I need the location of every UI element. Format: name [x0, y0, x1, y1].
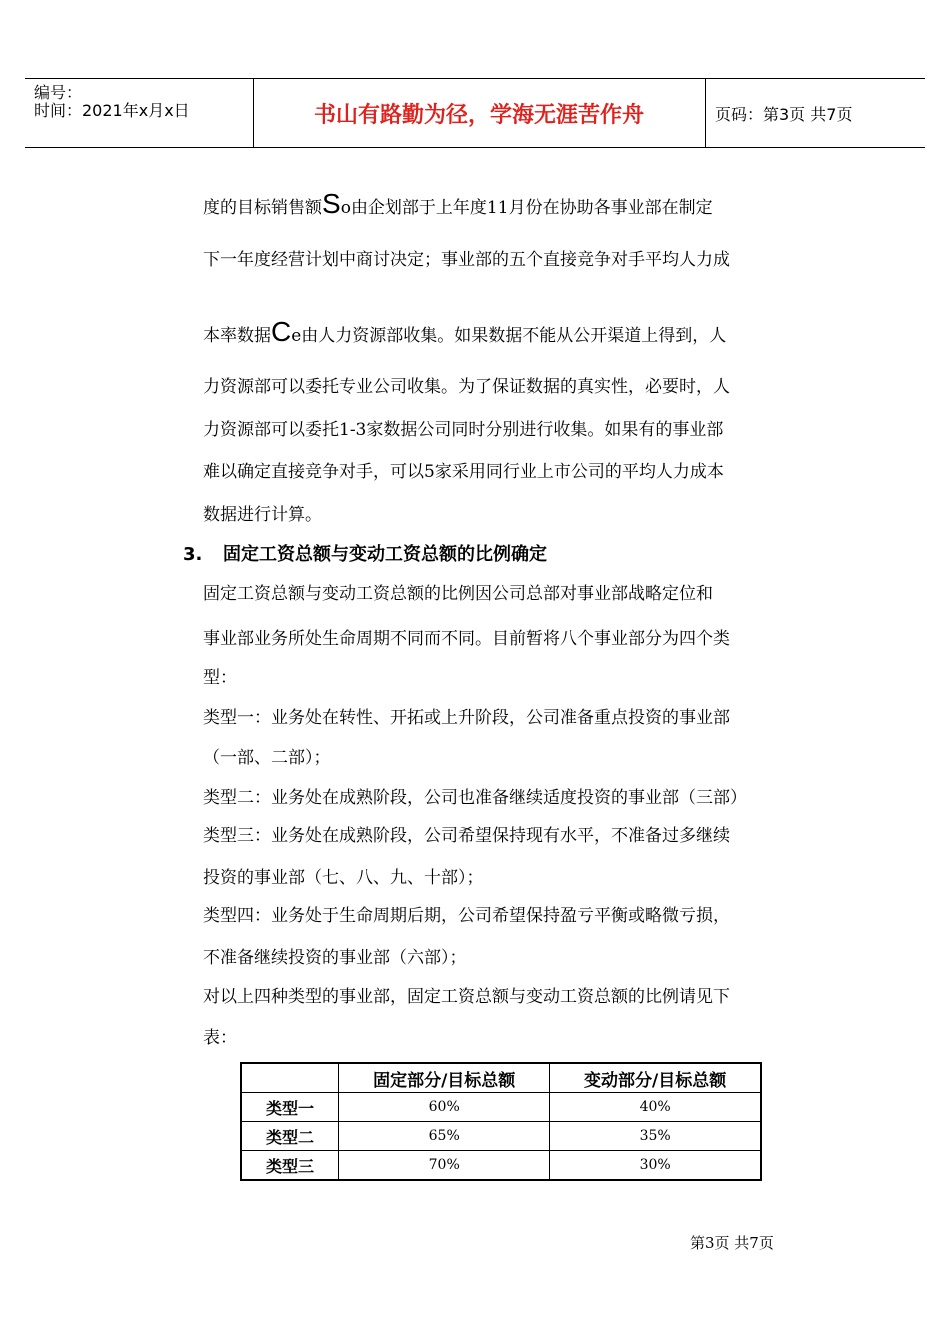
row-fixed-ratio: 70% — [339, 1151, 550, 1181]
document-number-label: 编号： — [34, 83, 83, 102]
paragraph-line-7: 数据进行计算。 — [203, 505, 322, 525]
text-segment: 度的目标销售额 — [203, 198, 322, 218]
paragraph-line-2: 下一年度经营计划中商讨决定；事业部的五个直接竞争对手平均人力成 — [203, 250, 730, 270]
symbol-c: C — [271, 316, 292, 347]
type-four-line-1: 类型四：业务处于生命周期后期，公司希望保持盈亏平衡或略微亏损， — [203, 906, 730, 926]
page-footer: 第3页 共7页 — [690, 1234, 774, 1252]
type-three-line-2: 投资的事业部（七、八、九、十部）； — [203, 868, 484, 888]
text-segment: 由人力资源部收集。如果数据不能从公开渠道上得到，人 — [301, 326, 727, 346]
row-fixed-ratio: 60% — [339, 1093, 550, 1122]
symbol-s: S — [322, 188, 341, 219]
conclusion-line-2: 表： — [203, 1028, 237, 1048]
type-three-line-1: 类型三：业务处在成熟阶段，公司希望保持现有水平，不准备过多继续 — [203, 826, 730, 846]
table-row — [241, 1122, 761, 1151]
header-motto: 书山有路勤为径，学海无涯苦作舟 — [253, 79, 706, 147]
text-segment: 由企划部于上年度11月份在协助各事业部在制定 — [350, 198, 713, 218]
type-one-line-2: （一部、二部）； — [203, 748, 331, 768]
row-variable-ratio: 40% — [550, 1093, 761, 1122]
table-row — [241, 1151, 761, 1181]
table-header-row — [241, 1063, 761, 1093]
type-one-line-1: 类型一：业务处在转性、开拓或上升阶段，公司准备重点投资的事业部 — [203, 708, 730, 728]
paragraph-line-10: 型： — [203, 668, 237, 688]
row-type: 类型一 — [241, 1093, 339, 1122]
row-variable-ratio: 30% — [550, 1151, 761, 1181]
section-heading — [183, 540, 547, 566]
document-time-label: 时间：2021年x月x日 — [34, 101, 190, 120]
row-type: 类型三 — [241, 1151, 339, 1181]
section-title: 固定工资总额与变动工资总额的比例确定 — [223, 544, 547, 565]
table-header-fixed: 固定部分/目标总额 — [339, 1063, 550, 1093]
row-fixed-ratio: 65% — [339, 1122, 550, 1151]
header-meta — [25, 79, 254, 147]
paragraph-line-3 — [203, 316, 793, 348]
page-header — [25, 78, 925, 148]
table-header-variable: 变动部分/目标总额 — [550, 1063, 761, 1093]
row-type: 类型二 — [241, 1122, 339, 1151]
symbol-subscript: o — [340, 198, 351, 218]
paragraph-line-8: 固定工资总额与变动工资总额的比例因公司总部对事业部战略定位和 — [203, 584, 713, 604]
paragraph-line-6: 难以确定直接竞争对手，可以5家采用同行业上市公司的平均人力成本 — [203, 462, 724, 482]
paragraph-line-4: 力资源部可以委托专业公司收集。为了保证数据的真实性，必要时，人 — [203, 377, 730, 397]
header-page-info: 页码：第3页 共7页 — [715, 104, 853, 124]
symbol-subscript: e — [291, 326, 302, 346]
paragraph-line-9: 事业部业务所处生命周期不同而不同。目前暂将八个事业部分为四个类 — [203, 629, 730, 649]
text-segment: 本率数据 — [203, 326, 271, 346]
table-header-empty — [241, 1063, 339, 1093]
row-variable-ratio: 35% — [550, 1122, 761, 1151]
paragraph-line-5: 力资源部可以委托1-3家数据公司同时分别进行收集。如果有的事业部 — [203, 420, 724, 440]
conclusion-line-1: 对以上四种类型的事业部，固定工资总额与变动工资总额的比例请见下 — [203, 987, 730, 1007]
section-number: 3. — [183, 544, 203, 565]
table-row — [241, 1093, 761, 1122]
type-four-line-2: 不准备继续投资的事业部（六部）； — [203, 948, 467, 968]
paragraph-line-1 — [203, 188, 793, 220]
ratio-table — [240, 1062, 762, 1181]
type-two-line: 类型二：业务处在成熟阶段，公司也准备继续适度投资的事业部（三部） — [203, 788, 747, 808]
